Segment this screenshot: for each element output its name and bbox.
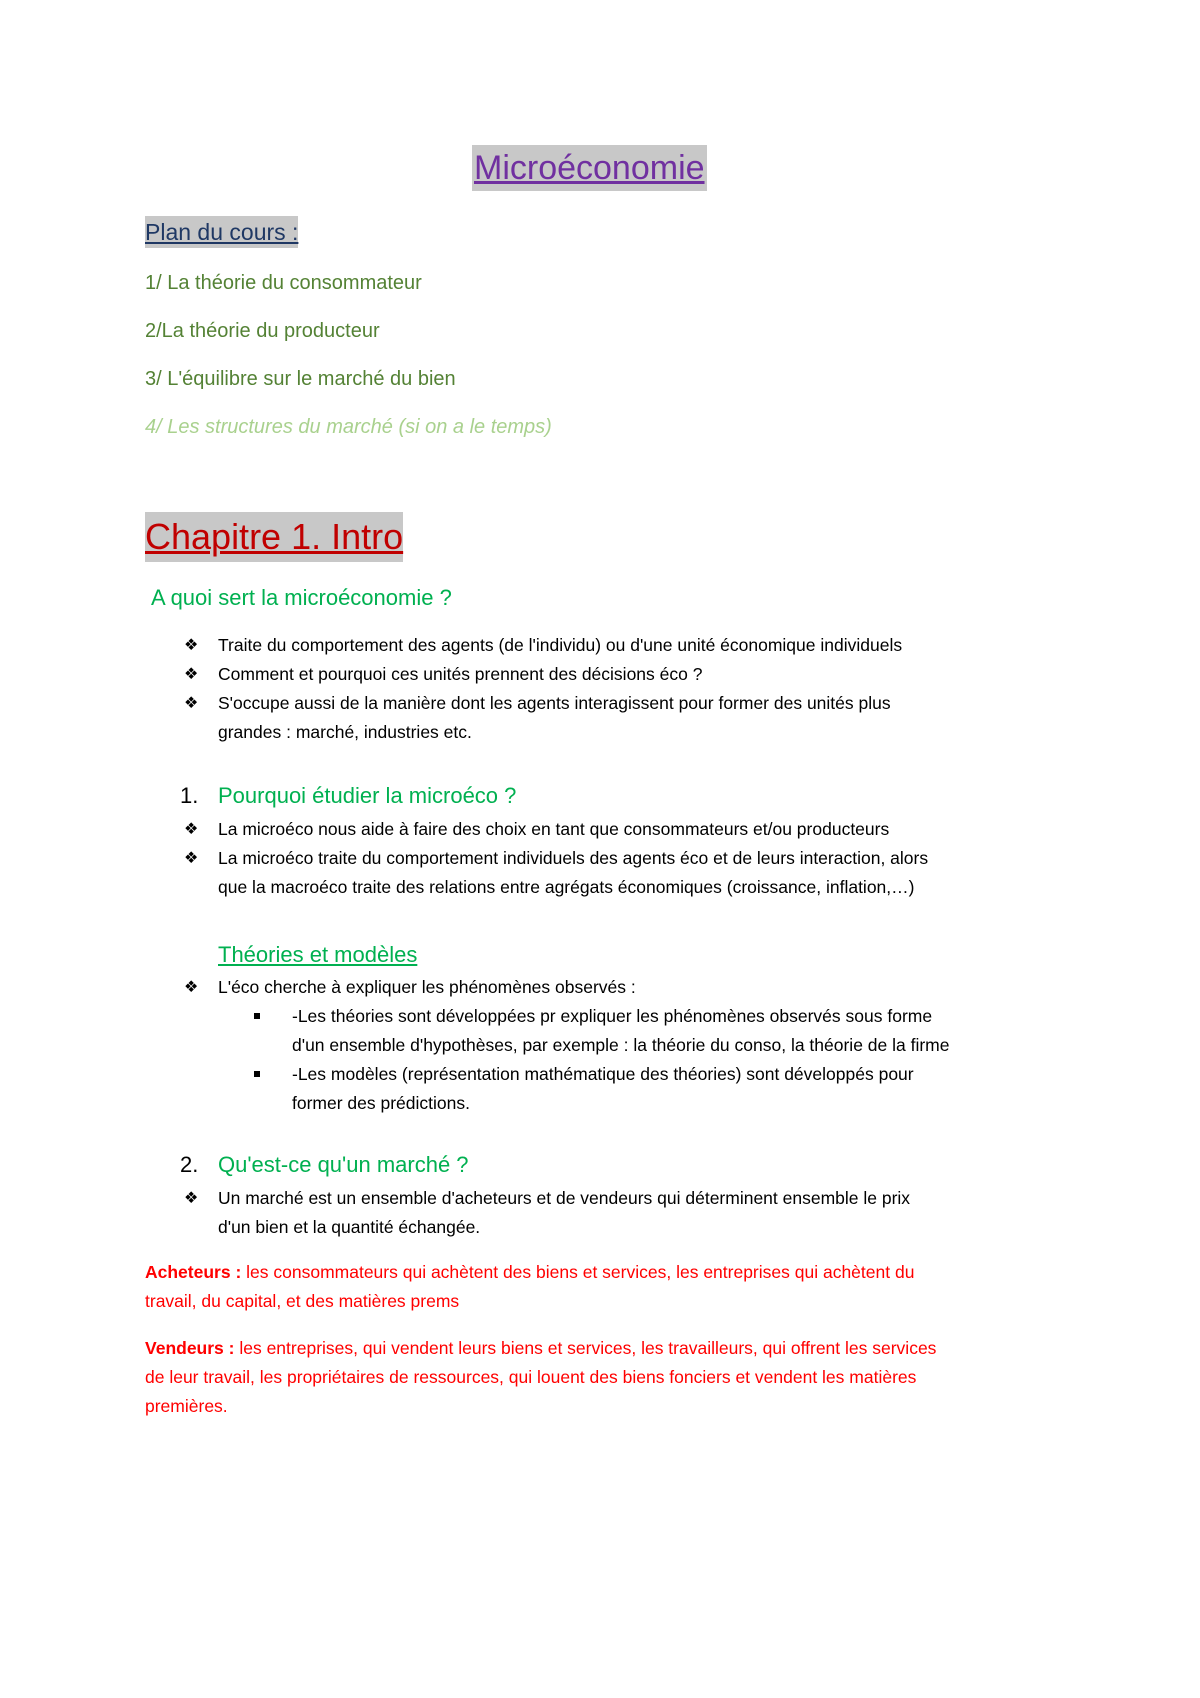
section-number: 1. [180, 783, 199, 808]
document-title: Microéconomie [472, 145, 707, 191]
diamond-bullet-icon: ❖ [184, 821, 199, 838]
diamond-bullet-icon: ❖ [184, 1190, 199, 1207]
list-item: ❖ La microéco nous aide à faire des choix en tant que consommateurs et/ou producteurs [184, 815, 889, 844]
plan-item: 3/ L'équilibre sur le marché du bien [145, 368, 456, 390]
list-item: ❖ Traite du comportement des agents (de l'individu) ou d'une unité économique individuels [184, 631, 902, 660]
acheteurs-label: Acheteurs : [145, 1262, 242, 1282]
plan-item: 4/ Les structures du marché (si on a le temps) [145, 416, 552, 438]
plan-item: 2/La théorie du producteur [145, 320, 380, 342]
list-item: ❖ S'occupe aussi de la manière dont les agents interagissent pour former des unités plus grandes : marché, industries etc. [184, 689, 891, 747]
diamond-bullet-icon: ❖ [184, 979, 199, 996]
chapter-title: Chapitre 1. Intro [145, 512, 403, 562]
section-number: 2. [180, 1152, 199, 1177]
square-bullet-icon [254, 1071, 260, 1077]
square-bullet-icon [254, 1013, 260, 1019]
diamond-bullet-icon: ❖ [184, 695, 199, 712]
section-question: A quoi sert la microéconomie ? [151, 585, 452, 610]
plan-item: 1/ La théorie du consommateur [145, 272, 422, 294]
diamond-bullet-icon: ❖ [184, 850, 199, 867]
sub-list-item: -Les modèles (représentation mathématique des théories) sont développés pour former des prédictions. [254, 1060, 914, 1118]
section-title: Qu'est-ce qu'un marché ? [218, 1152, 469, 1177]
acheteurs-paragraph: Acheteurs : les consommateurs qui achètent des biens et services, les entreprises qui achètent du travail, du capital, et des matières prems [145, 1262, 915, 1311]
list-item: ❖ Un marché est un ensemble d'acheteurs et de vendeurs qui déterminent ensemble le prix d'un bien et la quantité échangée. [184, 1184, 910, 1242]
vendeurs-paragraph: Vendeurs : les entreprises, qui vendent leurs biens et services, les travailleurs, qui offrent les services de leur travail, les propriétaires de ressources, qui louent des biens fonciers et vendent les matières premières. [145, 1338, 937, 1416]
list-item: ❖ L'éco cherche à expliquer les phénomènes observés : [184, 973, 636, 1002]
subsection-title: Théories et modèles [218, 942, 418, 967]
section-title: Pourquoi étudier la microéco ? [218, 783, 517, 808]
diamond-bullet-icon: ❖ [184, 666, 199, 683]
section-heading [180, 1150, 469, 1180]
list-item: ❖ La microéco traite du comportement individuels des agents éco et de leurs interaction, alors que la macroéco traite des relations entre agrégats économiques (croissance, inflation,…) [184, 844, 928, 902]
sub-list-item: -Les théories sont développées pr expliquer les phénomènes observés sous forme d'un ensemble d'hypothèses, par exemple : la théorie du conso, la théorie de la firme [254, 1002, 950, 1060]
vendeurs-label: Vendeurs : [145, 1338, 235, 1358]
section-heading [180, 781, 516, 811]
plan-heading: Plan du cours : [145, 216, 298, 248]
diamond-bullet-icon: ❖ [184, 637, 199, 654]
list-item: ❖ Comment et pourquoi ces unités prennent des décisions éco ? [184, 660, 702, 689]
